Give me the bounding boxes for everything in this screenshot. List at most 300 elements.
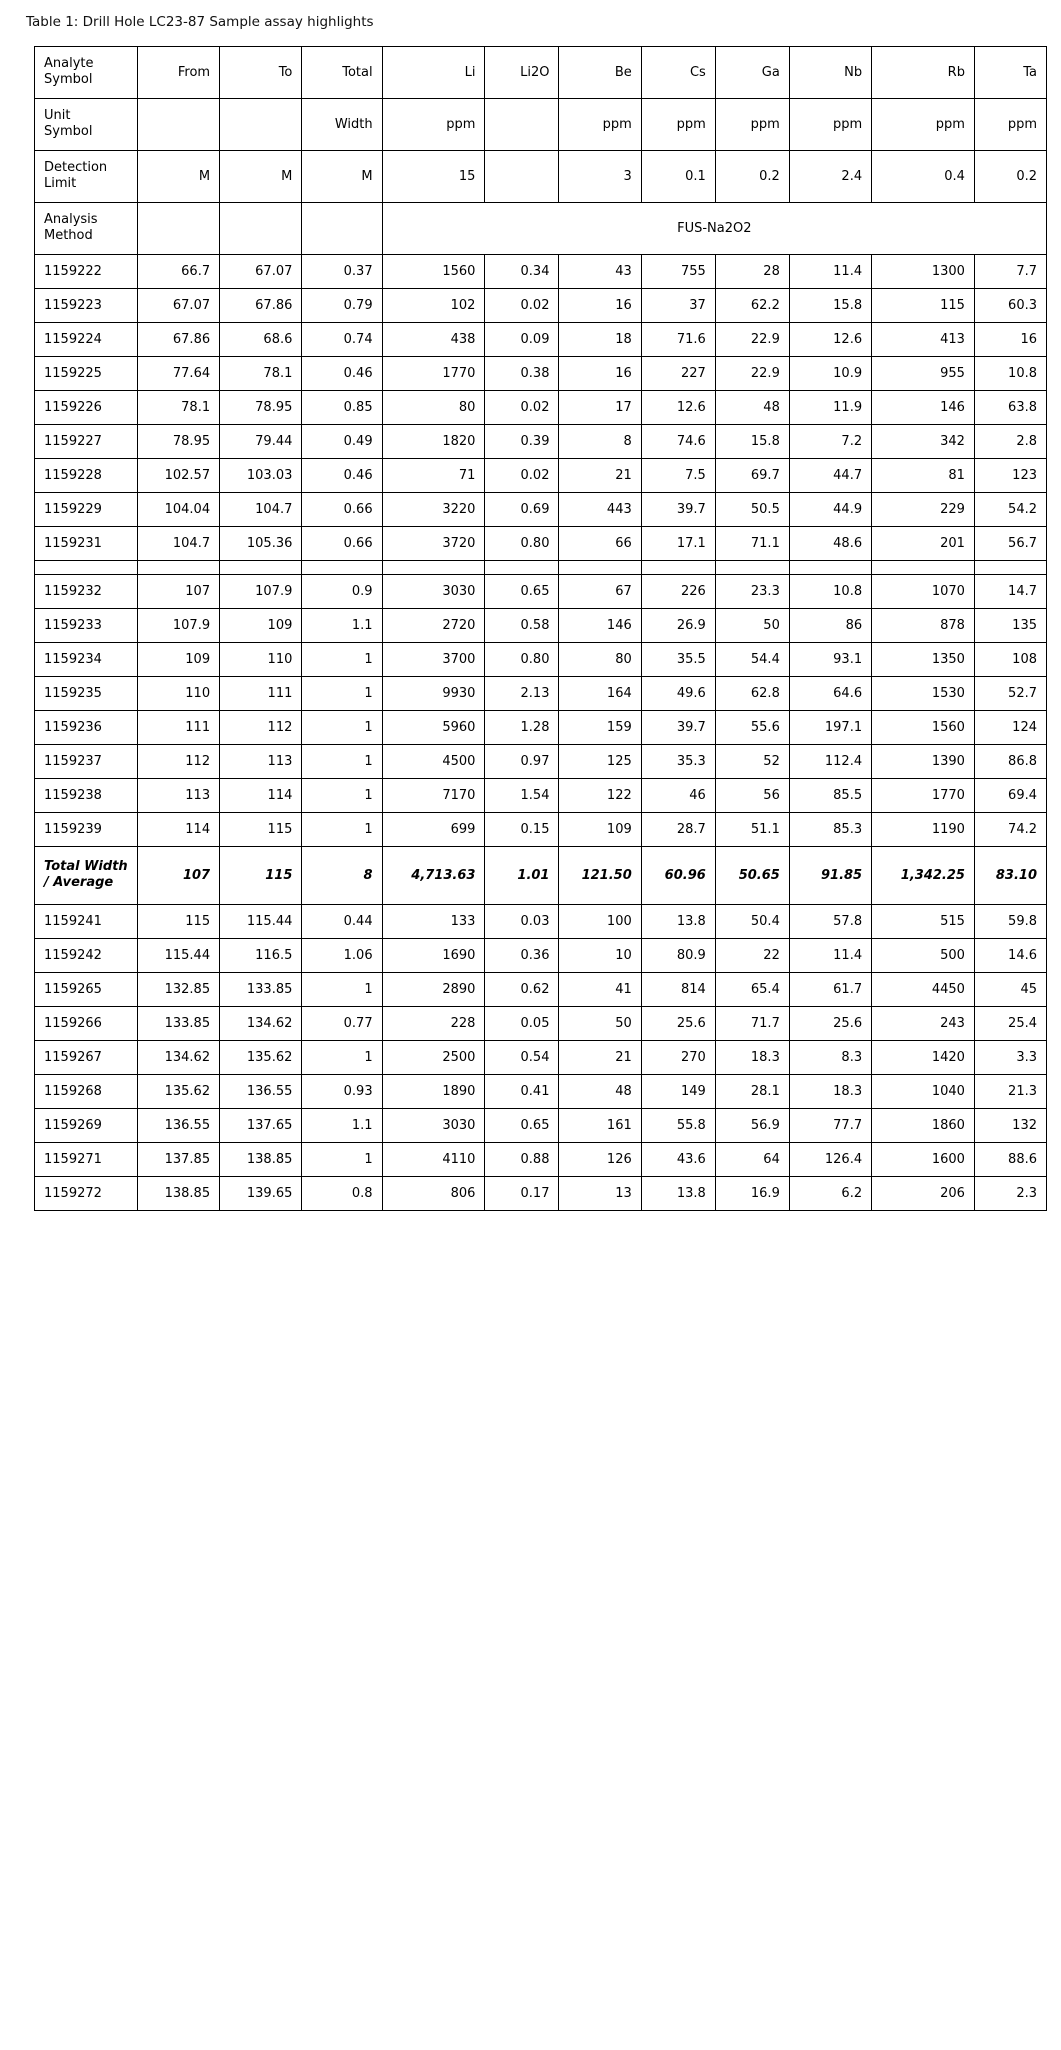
cell-analyte-symbol: 1159234 xyxy=(35,642,138,676)
cell-value xyxy=(382,560,485,574)
cell-value: 102.57 xyxy=(137,458,219,492)
cell-value: 12.6 xyxy=(641,390,715,424)
table-total-row xyxy=(35,846,1047,904)
cell-value: 88.6 xyxy=(974,1142,1046,1176)
header-cell: Width xyxy=(302,98,382,150)
cell-value: 1820 xyxy=(382,424,485,458)
cell-value: 1070 xyxy=(872,574,975,608)
cell-value: 1 xyxy=(302,710,382,744)
cell-value: 50 xyxy=(715,608,789,642)
cell-value: 1040 xyxy=(872,1074,975,1108)
cell-value: 48 xyxy=(559,1074,641,1108)
cell-value: 1560 xyxy=(382,254,485,288)
cell-value: 1420 xyxy=(872,1040,975,1074)
cell-value: 115.44 xyxy=(220,904,302,938)
cell-value: 105.36 xyxy=(220,526,302,560)
cell-value: 1.06 xyxy=(302,938,382,972)
cell-value: 64.6 xyxy=(789,676,871,710)
cell-value: 1890 xyxy=(382,1074,485,1108)
cell-value: 0.77 xyxy=(302,1006,382,1040)
cell-value: 133.85 xyxy=(137,1006,219,1040)
cell-value: 125 xyxy=(559,744,641,778)
header-row-label: Analyte Symbol xyxy=(35,46,138,98)
header-cell: ppm xyxy=(789,98,871,150)
cell-value: 13.8 xyxy=(641,904,715,938)
cell-value: 135 xyxy=(974,608,1046,642)
table-row xyxy=(35,1176,1047,1210)
cell-value xyxy=(137,560,219,574)
cell-value: 46 xyxy=(641,778,715,812)
cell-analyte-symbol: 1159266 xyxy=(35,1006,138,1040)
cell-value: 0.97 xyxy=(485,744,559,778)
cell-value: 1300 xyxy=(872,254,975,288)
header-cell: ppm xyxy=(974,98,1046,150)
cell-value: 104.04 xyxy=(137,492,219,526)
cell-value: 86 xyxy=(789,608,871,642)
cell-value: 52.7 xyxy=(974,676,1046,710)
cell-value: 0.41 xyxy=(485,1074,559,1108)
cell-value: 56 xyxy=(715,778,789,812)
header-cell: 0.4 xyxy=(872,150,975,202)
cell-value: 1 xyxy=(302,1142,382,1176)
header-cell: Li2O xyxy=(485,46,559,98)
cell-value: 115.44 xyxy=(137,938,219,972)
cell-value: 2500 xyxy=(382,1040,485,1074)
cell-value: 71 xyxy=(382,458,485,492)
assay-table xyxy=(34,46,1047,1211)
cell-value: 115 xyxy=(137,904,219,938)
cell-value: 14.7 xyxy=(974,574,1046,608)
cell-value: 48 xyxy=(715,390,789,424)
cell-value: 0.66 xyxy=(302,526,382,560)
table-header-row xyxy=(35,98,1047,150)
header-cell: From xyxy=(137,46,219,98)
cell-value: 65.4 xyxy=(715,972,789,1006)
cell-value: 102 xyxy=(382,288,485,322)
cell-value: 0.49 xyxy=(302,424,382,458)
cell-value: 515 xyxy=(872,904,975,938)
cell-value: 0.34 xyxy=(485,254,559,288)
cell-value: 28 xyxy=(715,254,789,288)
cell-value xyxy=(789,560,871,574)
cell-value: 878 xyxy=(872,608,975,642)
cell-value: 71.6 xyxy=(641,322,715,356)
cell-value: 0.02 xyxy=(485,288,559,322)
cell-value: 1190 xyxy=(872,812,975,846)
cell-value: 10 xyxy=(559,938,641,972)
cell-value: 3720 xyxy=(382,526,485,560)
header-cell: 0.2 xyxy=(715,150,789,202)
cell-value: 50.5 xyxy=(715,492,789,526)
cell-value: 60.3 xyxy=(974,288,1046,322)
cell-value: 7.2 xyxy=(789,424,871,458)
table-row xyxy=(35,288,1047,322)
cell-value xyxy=(559,560,641,574)
cell-value: 109 xyxy=(559,812,641,846)
cell-value: 114 xyxy=(137,812,219,846)
cell-value: 1.1 xyxy=(302,1108,382,1142)
table-row xyxy=(35,356,1047,390)
cell-value: 0.65 xyxy=(485,574,559,608)
table-header-row xyxy=(35,150,1047,202)
table-row xyxy=(35,1040,1047,1074)
cell-value: 135.62 xyxy=(137,1074,219,1108)
cell-value xyxy=(302,560,382,574)
table-row xyxy=(35,254,1047,288)
cell-value: 2.13 xyxy=(485,676,559,710)
cell-value: 0.02 xyxy=(485,390,559,424)
header-cell: 15 xyxy=(382,150,485,202)
cell-value: 37 xyxy=(641,288,715,322)
cell-value: 1.54 xyxy=(485,778,559,812)
cell-value: 0.38 xyxy=(485,356,559,390)
cell-value: 136.55 xyxy=(220,1074,302,1108)
cell-value: 7.5 xyxy=(641,458,715,492)
table-row xyxy=(35,1074,1047,1108)
header-cell: Be xyxy=(559,46,641,98)
analysis-method-row xyxy=(35,202,1047,254)
cell-value: 54.2 xyxy=(974,492,1046,526)
cell-value: 78.1 xyxy=(220,356,302,390)
table-row xyxy=(35,608,1047,642)
cell-value: 112 xyxy=(137,744,219,778)
method-empty-cell xyxy=(220,202,302,254)
cell-analyte-symbol: 1159233 xyxy=(35,608,138,642)
header-row-label: Unit Symbol xyxy=(35,98,138,150)
cell-value: 11.4 xyxy=(789,254,871,288)
cell-value: 78.95 xyxy=(137,424,219,458)
cell-value: 159 xyxy=(559,710,641,744)
cell-value: 60.96 xyxy=(641,846,715,904)
cell-value: 16 xyxy=(974,322,1046,356)
cell-value: 197.1 xyxy=(789,710,871,744)
cell-analyte-symbol: 1159222 xyxy=(35,254,138,288)
cell-value: 80.9 xyxy=(641,938,715,972)
method-empty-cell xyxy=(137,202,219,254)
cell-value: 755 xyxy=(641,254,715,288)
table-row xyxy=(35,778,1047,812)
cell-value: 107.9 xyxy=(137,608,219,642)
cell-value: 67.86 xyxy=(137,322,219,356)
cell-value: 136.55 xyxy=(137,1108,219,1142)
cell-value: 100 xyxy=(559,904,641,938)
cell-value: 67.07 xyxy=(220,254,302,288)
cell-value: 44.7 xyxy=(789,458,871,492)
cell-value: 67.86 xyxy=(220,288,302,322)
cell-value: 0.46 xyxy=(302,458,382,492)
cell-analyte-symbol: 1159239 xyxy=(35,812,138,846)
cell-value: 1530 xyxy=(872,676,975,710)
cell-value: 2720 xyxy=(382,608,485,642)
cell-value: 111 xyxy=(137,710,219,744)
cell-value: 161 xyxy=(559,1108,641,1142)
cell-value: 12.6 xyxy=(789,322,871,356)
cell-value: 43 xyxy=(559,254,641,288)
cell-value: 201 xyxy=(872,526,975,560)
cell-value: 81 xyxy=(872,458,975,492)
cell-value: 137.65 xyxy=(220,1108,302,1142)
cell-analyte-symbol: 1159232 xyxy=(35,574,138,608)
cell-value: 1 xyxy=(302,778,382,812)
cell-value: 17.1 xyxy=(641,526,715,560)
table-row xyxy=(35,710,1047,744)
cell-value: 109 xyxy=(220,608,302,642)
cell-value: 55.6 xyxy=(715,710,789,744)
table-row xyxy=(35,390,1047,424)
cell-value xyxy=(641,560,715,574)
cell-value: 103.03 xyxy=(220,458,302,492)
cell-value: 146 xyxy=(872,390,975,424)
assay-table-body xyxy=(35,46,1047,1210)
cell-value: 133 xyxy=(382,904,485,938)
cell-analyte-symbol: 1159241 xyxy=(35,904,138,938)
cell-analyte-symbol: 1159269 xyxy=(35,1108,138,1142)
cell-value: 132.85 xyxy=(137,972,219,1006)
cell-value: 23.3 xyxy=(715,574,789,608)
cell-value: 10.8 xyxy=(974,356,1046,390)
table-row xyxy=(35,938,1047,972)
cell-value: 9930 xyxy=(382,676,485,710)
cell-value: 85.5 xyxy=(789,778,871,812)
cell-value: 3030 xyxy=(382,1108,485,1142)
cell-value: 71.7 xyxy=(715,1006,789,1040)
table-row xyxy=(35,676,1047,710)
cell-value: 2890 xyxy=(382,972,485,1006)
cell-value: 104.7 xyxy=(220,492,302,526)
cell-value: 66.7 xyxy=(137,254,219,288)
cell-value: 146 xyxy=(559,608,641,642)
cell-value: 18 xyxy=(559,322,641,356)
cell-value: 5960 xyxy=(382,710,485,744)
cell-value: 11.4 xyxy=(789,938,871,972)
cell-value: 112.4 xyxy=(789,744,871,778)
header-cell: M xyxy=(220,150,302,202)
header-cell: 2.4 xyxy=(789,150,871,202)
cell-value: 206 xyxy=(872,1176,975,1210)
cell-value: 122 xyxy=(559,778,641,812)
cell-value: 164 xyxy=(559,676,641,710)
cell-value: 3700 xyxy=(382,642,485,676)
cell-value: 4,713.63 xyxy=(382,846,485,904)
header-cell: 0.2 xyxy=(974,150,1046,202)
cell-value: 69.7 xyxy=(715,458,789,492)
cell-value: 1860 xyxy=(872,1108,975,1142)
cell-value: 227 xyxy=(641,356,715,390)
cell-value: 413 xyxy=(872,322,975,356)
header-cell xyxy=(137,98,219,150)
cell-value: 112 xyxy=(220,710,302,744)
cell-value: 93.1 xyxy=(789,642,871,676)
cell-value: 116.5 xyxy=(220,938,302,972)
table-row xyxy=(35,492,1047,526)
cell-value: 699 xyxy=(382,812,485,846)
cell-value: 443 xyxy=(559,492,641,526)
cell-value: 43.6 xyxy=(641,1142,715,1176)
cell-value: 0.80 xyxy=(485,526,559,560)
cell-value: 123 xyxy=(974,458,1046,492)
cell-value: 3220 xyxy=(382,492,485,526)
cell-value: 39.7 xyxy=(641,710,715,744)
table-row xyxy=(35,904,1047,938)
table-row xyxy=(35,1142,1047,1176)
cell-value: 0.88 xyxy=(485,1142,559,1176)
table-row xyxy=(35,322,1047,356)
cell-value: 28.1 xyxy=(715,1074,789,1108)
cell-value: 0.66 xyxy=(302,492,382,526)
header-cell xyxy=(485,98,559,150)
header-cell: ppm xyxy=(382,98,485,150)
method-row-label: Analysis Method xyxy=(35,202,138,254)
table-blank-row xyxy=(35,560,1047,574)
cell-value: 1390 xyxy=(872,744,975,778)
cell-value: 0.37 xyxy=(302,254,382,288)
cell-value: 7170 xyxy=(382,778,485,812)
header-cell: Li xyxy=(382,46,485,98)
cell-value: 1 xyxy=(302,812,382,846)
cell-value: 115 xyxy=(872,288,975,322)
cell-value: 51.1 xyxy=(715,812,789,846)
header-cell: Cs xyxy=(641,46,715,98)
cell-value: 0.44 xyxy=(302,904,382,938)
cell-value: 4500 xyxy=(382,744,485,778)
cell-analyte-symbol: 1159229 xyxy=(35,492,138,526)
cell-value xyxy=(872,560,975,574)
cell-value: 52 xyxy=(715,744,789,778)
cell-value: 4450 xyxy=(872,972,975,1006)
table-row xyxy=(35,458,1047,492)
cell-value: 78.1 xyxy=(137,390,219,424)
cell-value: 74.6 xyxy=(641,424,715,458)
cell-value: 21.3 xyxy=(974,1074,1046,1108)
cell-value: 78.95 xyxy=(220,390,302,424)
cell-value: 126.4 xyxy=(789,1142,871,1176)
cell-value: 56.7 xyxy=(974,526,1046,560)
cell-value: 25.6 xyxy=(789,1006,871,1040)
cell-value: 814 xyxy=(641,972,715,1006)
cell-value: 68.6 xyxy=(220,322,302,356)
cell-value: 50.4 xyxy=(715,904,789,938)
cell-value: 121.50 xyxy=(559,846,641,904)
cell-value: 0.54 xyxy=(485,1040,559,1074)
cell-value: 44.9 xyxy=(789,492,871,526)
cell-value: 342 xyxy=(872,424,975,458)
cell-value: 108 xyxy=(974,642,1046,676)
cell-value: 74.2 xyxy=(974,812,1046,846)
cell-analyte-symbol: 1159265 xyxy=(35,972,138,1006)
cell-value: 14.6 xyxy=(974,938,1046,972)
cell-value: 13.8 xyxy=(641,1176,715,1210)
cell-value: 56.9 xyxy=(715,1108,789,1142)
cell-value: 228 xyxy=(382,1006,485,1040)
cell-value: 25.4 xyxy=(974,1006,1046,1040)
cell-value: 0.9 xyxy=(302,574,382,608)
table-row xyxy=(35,972,1047,1006)
cell-analyte-symbol: 1159272 xyxy=(35,1176,138,1210)
cell-value: 500 xyxy=(872,938,975,972)
cell-value: 49.6 xyxy=(641,676,715,710)
cell-analyte-symbol: 1159267 xyxy=(35,1040,138,1074)
cell-value: 16.9 xyxy=(715,1176,789,1210)
cell-value: 18.3 xyxy=(715,1040,789,1074)
cell-value: 0.62 xyxy=(485,972,559,1006)
cell-value: 91.85 xyxy=(789,846,871,904)
cell-value: 0.58 xyxy=(485,608,559,642)
cell-value: 134.62 xyxy=(137,1040,219,1074)
cell-value: 1 xyxy=(302,744,382,778)
header-cell: Nb xyxy=(789,46,871,98)
cell-analyte-symbol: 1159237 xyxy=(35,744,138,778)
cell-analyte-symbol: 1159268 xyxy=(35,1074,138,1108)
cell-value: 111 xyxy=(220,676,302,710)
cell-value: 10.9 xyxy=(789,356,871,390)
cell-value: 0.69 xyxy=(485,492,559,526)
header-cell: M xyxy=(302,150,382,202)
cell-value: 1690 xyxy=(382,938,485,972)
cell-value: 110 xyxy=(220,642,302,676)
header-cell xyxy=(220,98,302,150)
header-cell: Ga xyxy=(715,46,789,98)
cell-value: 2.3 xyxy=(974,1176,1046,1210)
cell-analyte-symbol: 1159242 xyxy=(35,938,138,972)
cell-value: 83.10 xyxy=(974,846,1046,904)
table-header-row xyxy=(35,46,1047,98)
header-cell: Rb xyxy=(872,46,975,98)
cell-value: 59.8 xyxy=(974,904,1046,938)
header-cell: ppm xyxy=(872,98,975,150)
cell-value: 7.7 xyxy=(974,254,1046,288)
cell-value xyxy=(974,560,1046,574)
cell-analyte-symbol: 1159223 xyxy=(35,288,138,322)
cell-value: 149 xyxy=(641,1074,715,1108)
header-cell: 0.1 xyxy=(641,150,715,202)
cell-value: 63.8 xyxy=(974,390,1046,424)
cell-value: 80 xyxy=(559,642,641,676)
cell-value: 50 xyxy=(559,1006,641,1040)
cell-value: 4110 xyxy=(382,1142,485,1176)
cell-value: 1600 xyxy=(872,1142,975,1176)
cell-value: 85.3 xyxy=(789,812,871,846)
cell-value: 67.07 xyxy=(137,288,219,322)
header-cell: Ta xyxy=(974,46,1046,98)
method-value: FUS-Na2O2 xyxy=(382,202,1046,254)
cell-value: 8 xyxy=(302,846,382,904)
cell-value: 134.62 xyxy=(220,1006,302,1040)
table-row xyxy=(35,574,1047,608)
cell-analyte-symbol: 1159226 xyxy=(35,390,138,424)
cell-value: 39.7 xyxy=(641,492,715,526)
table-row xyxy=(35,1108,1047,1142)
cell-value: 124 xyxy=(974,710,1046,744)
cell-value: 8 xyxy=(559,424,641,458)
cell-value: 1 xyxy=(302,642,382,676)
cell-value: 107.9 xyxy=(220,574,302,608)
cell-value: 806 xyxy=(382,1176,485,1210)
cell-value: 16 xyxy=(559,288,641,322)
cell-value: 21 xyxy=(559,1040,641,1074)
cell-value: 86.8 xyxy=(974,744,1046,778)
cell-value: 135.62 xyxy=(220,1040,302,1074)
cell-value xyxy=(220,560,302,574)
cell-value: 0.8 xyxy=(302,1176,382,1210)
cell-value: 226 xyxy=(641,574,715,608)
cell-analyte-symbol: 1159224 xyxy=(35,322,138,356)
cell-value: 1 xyxy=(302,1040,382,1074)
cell-analyte-symbol: Total Width / Average xyxy=(35,846,138,904)
cell-value xyxy=(715,560,789,574)
cell-value: 137.85 xyxy=(137,1142,219,1176)
cell-value: 3030 xyxy=(382,574,485,608)
cell-value: 77.64 xyxy=(137,356,219,390)
